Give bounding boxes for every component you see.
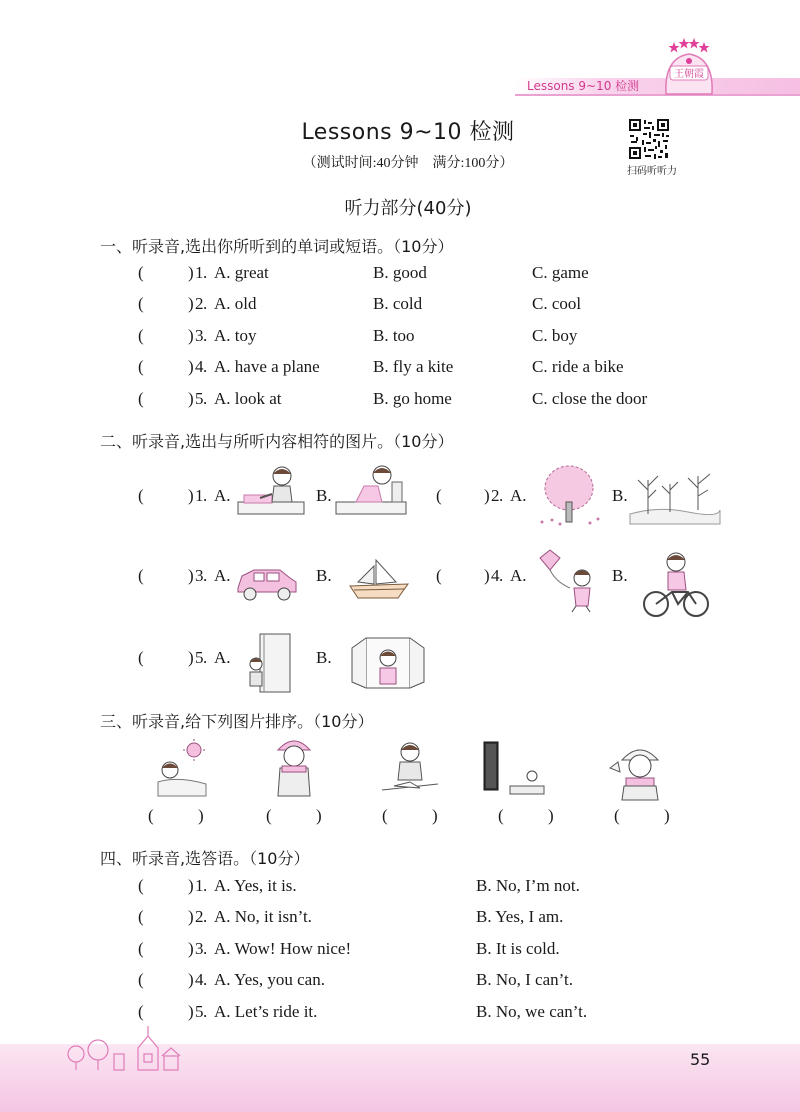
option-a-label: A. [510, 486, 527, 505]
qr-label: 扫码听听力 [627, 166, 677, 177]
option-b-label: B. [612, 486, 628, 505]
boy-door-illustration [236, 630, 296, 696]
option-b-label: B. [316, 566, 332, 585]
answer-paren-left[interactable]: ( [138, 389, 144, 408]
option-b: B. No, I’m not. [476, 876, 580, 895]
girl-writing-illustration [236, 462, 306, 522]
answer-paren-left[interactable]: ( [138, 357, 144, 376]
number-dot: . [203, 486, 208, 505]
number-dot: . [203, 566, 208, 585]
answer-paren-left[interactable]: ( [138, 566, 144, 585]
number-dot: . [203, 294, 208, 313]
answer-paren-right: ) [198, 806, 204, 825]
option-b: B. It is cold. [476, 939, 560, 958]
number-dot: . [499, 566, 504, 585]
option-b-label: B. [316, 648, 332, 667]
option-b: B. fly a kite [373, 357, 454, 376]
part3-heading: 三、听录音,给下列图片排序。（10分） [100, 712, 374, 731]
answer-paren-left[interactable]: ( [138, 294, 144, 313]
question-number: 5 [195, 648, 204, 667]
answer-paren-left[interactable]: ( [148, 806, 154, 825]
number-dot: . [203, 970, 208, 989]
answer-paren-left[interactable]: ( [498, 806, 504, 825]
answer-paren-right: ) [188, 263, 194, 282]
option-b: B. No, we can’t. [476, 1002, 588, 1021]
answer-paren-right: ) [188, 907, 194, 926]
girl-reading-illustration [334, 462, 410, 522]
answer-paren-right: ) [188, 357, 194, 376]
option-c: C. boy [532, 326, 578, 345]
section-title: 听力部分(40分) [344, 198, 472, 219]
option-a-label: A. [214, 486, 231, 505]
question-number: 5 [195, 389, 204, 408]
answer-paren-left[interactable]: ( [138, 907, 144, 926]
option-a: A. have a plane [214, 357, 320, 376]
question-number: 4 [491, 566, 500, 585]
answer-paren-left[interactable]: ( [266, 806, 272, 825]
test-info: （测试时间:40分钟 满分:100分） [302, 156, 514, 171]
part1-heading: 一、听录音,选出你所听到的单词或短语。（10分） [100, 237, 454, 256]
winter-scene-illustration [628, 466, 722, 526]
answer-paren-left[interactable]: ( [138, 326, 144, 345]
option-b: B. Yes, I am. [476, 907, 564, 926]
answer-paren-left[interactable]: ( [436, 566, 442, 585]
number-dot: . [203, 326, 208, 345]
option-a: A. old [214, 294, 257, 313]
ship-illustration [346, 554, 412, 602]
answer-paren-left[interactable]: ( [138, 939, 144, 958]
car-illustration [234, 560, 300, 604]
answer-paren-right: ) [188, 326, 194, 345]
girl-scarf-illustration [606, 738, 670, 804]
answer-paren-left[interactable]: ( [138, 486, 144, 505]
answer-paren-left[interactable]: ( [436, 486, 442, 505]
number-dot: . [203, 648, 208, 667]
page-title: Lessons 9~10 检测 [301, 120, 515, 145]
answer-paren-right: ) [188, 970, 194, 989]
part4-heading: 四、听录音,选答语。（10分） [100, 849, 310, 868]
question-number: 3 [195, 939, 204, 958]
answer-paren-right: ) [664, 806, 670, 825]
question-number: 1 [195, 876, 204, 895]
question-number: 3 [195, 566, 204, 585]
option-a: A. look at [214, 389, 282, 408]
question-number: 4 [195, 970, 204, 989]
option-b: B. good [373, 263, 427, 282]
option-a-label: A. [214, 566, 231, 585]
answer-paren-right: ) [548, 806, 554, 825]
question-number: 3 [195, 326, 204, 345]
option-a-label: A. [214, 648, 231, 667]
svg-text:王朝霞: 王朝霞 [674, 69, 704, 80]
blossom-tree-illustration [534, 462, 604, 528]
number-dot: . [203, 876, 208, 895]
answer-paren-right: ) [484, 486, 490, 505]
option-b-label: B. [612, 566, 628, 585]
answer-paren-right: ) [432, 806, 438, 825]
number-dot: . [499, 486, 504, 505]
number-dot: . [203, 357, 208, 376]
qr-code[interactable] [628, 118, 670, 160]
boy-reading-desk-illustration [380, 738, 440, 802]
option-a: A. Let’s ride it. [214, 1002, 318, 1021]
answer-paren-left[interactable]: ( [138, 263, 144, 282]
castle-decoration [64, 1024, 194, 1072]
option-a-label: A. [510, 566, 527, 585]
answer-paren-right: ) [188, 566, 194, 585]
option-b: B. cold [373, 294, 423, 313]
option-b: B. too [373, 326, 415, 345]
girl-winter-hat-illustration [266, 732, 322, 804]
girl-kite-illustration [536, 548, 598, 614]
answer-paren-right: ) [484, 566, 490, 585]
question-number: 2 [491, 486, 500, 505]
number-dot: . [203, 1002, 208, 1021]
number-dot: . [203, 389, 208, 408]
option-a: A. toy [214, 326, 257, 345]
answer-paren-right: ) [188, 876, 194, 895]
answer-paren-right: ) [188, 294, 194, 313]
option-b: B. No, I can’t. [476, 970, 573, 989]
answer-paren-right: ) [316, 806, 322, 825]
option-c: C. ride a bike [532, 357, 624, 376]
option-c: C. cool [532, 294, 582, 313]
question-number: 1 [195, 263, 204, 282]
answer-paren-right: ) [188, 939, 194, 958]
header-lesson-label: Lessons 9~10 检测 [527, 79, 640, 93]
option-a: A. great [214, 263, 269, 282]
blackboard-illustration [480, 740, 546, 800]
answer-paren-left[interactable]: ( [138, 876, 144, 895]
boy-bike-illustration [640, 550, 712, 620]
page-number: 55 [690, 1050, 711, 1069]
option-c: C. game [532, 263, 589, 282]
option-a: A. Yes, it is. [214, 876, 297, 895]
answer-paren-right: ) [188, 389, 194, 408]
option-a: A. Yes, you can. [214, 970, 325, 989]
number-dot: . [203, 907, 208, 926]
answer-paren-right: ) [188, 1002, 194, 1021]
question-number: 5 [195, 1002, 204, 1021]
answer-paren-left[interactable]: ( [614, 806, 620, 825]
option-b-label: B. [316, 486, 332, 505]
sun-hot-illustration [148, 738, 214, 800]
number-dot: . [203, 939, 208, 958]
question-number: 2 [195, 907, 204, 926]
option-b: B. go home [373, 389, 452, 408]
answer-paren-left[interactable]: ( [138, 1002, 144, 1021]
option-a: A. No, it isn’t. [214, 907, 312, 926]
answer-paren-right: ) [188, 486, 194, 505]
question-number: 2 [195, 294, 204, 313]
answer-paren-right: ) [188, 648, 194, 667]
question-number: 4 [195, 357, 204, 376]
question-number: 1 [195, 486, 204, 505]
girl-window-illustration [344, 634, 432, 692]
answer-paren-left[interactable]: ( [138, 648, 144, 667]
answer-paren-left[interactable]: ( [382, 806, 388, 825]
option-c: C. close the door [532, 389, 648, 408]
number-dot: . [203, 263, 208, 282]
emblem-logo [660, 36, 720, 98]
option-a: A. Wow! How nice! [214, 939, 352, 958]
part2-heading: 二、听录音,选出与所听内容相符的图片。（10分） [100, 432, 454, 451]
answer-paren-left[interactable]: ( [138, 970, 144, 989]
